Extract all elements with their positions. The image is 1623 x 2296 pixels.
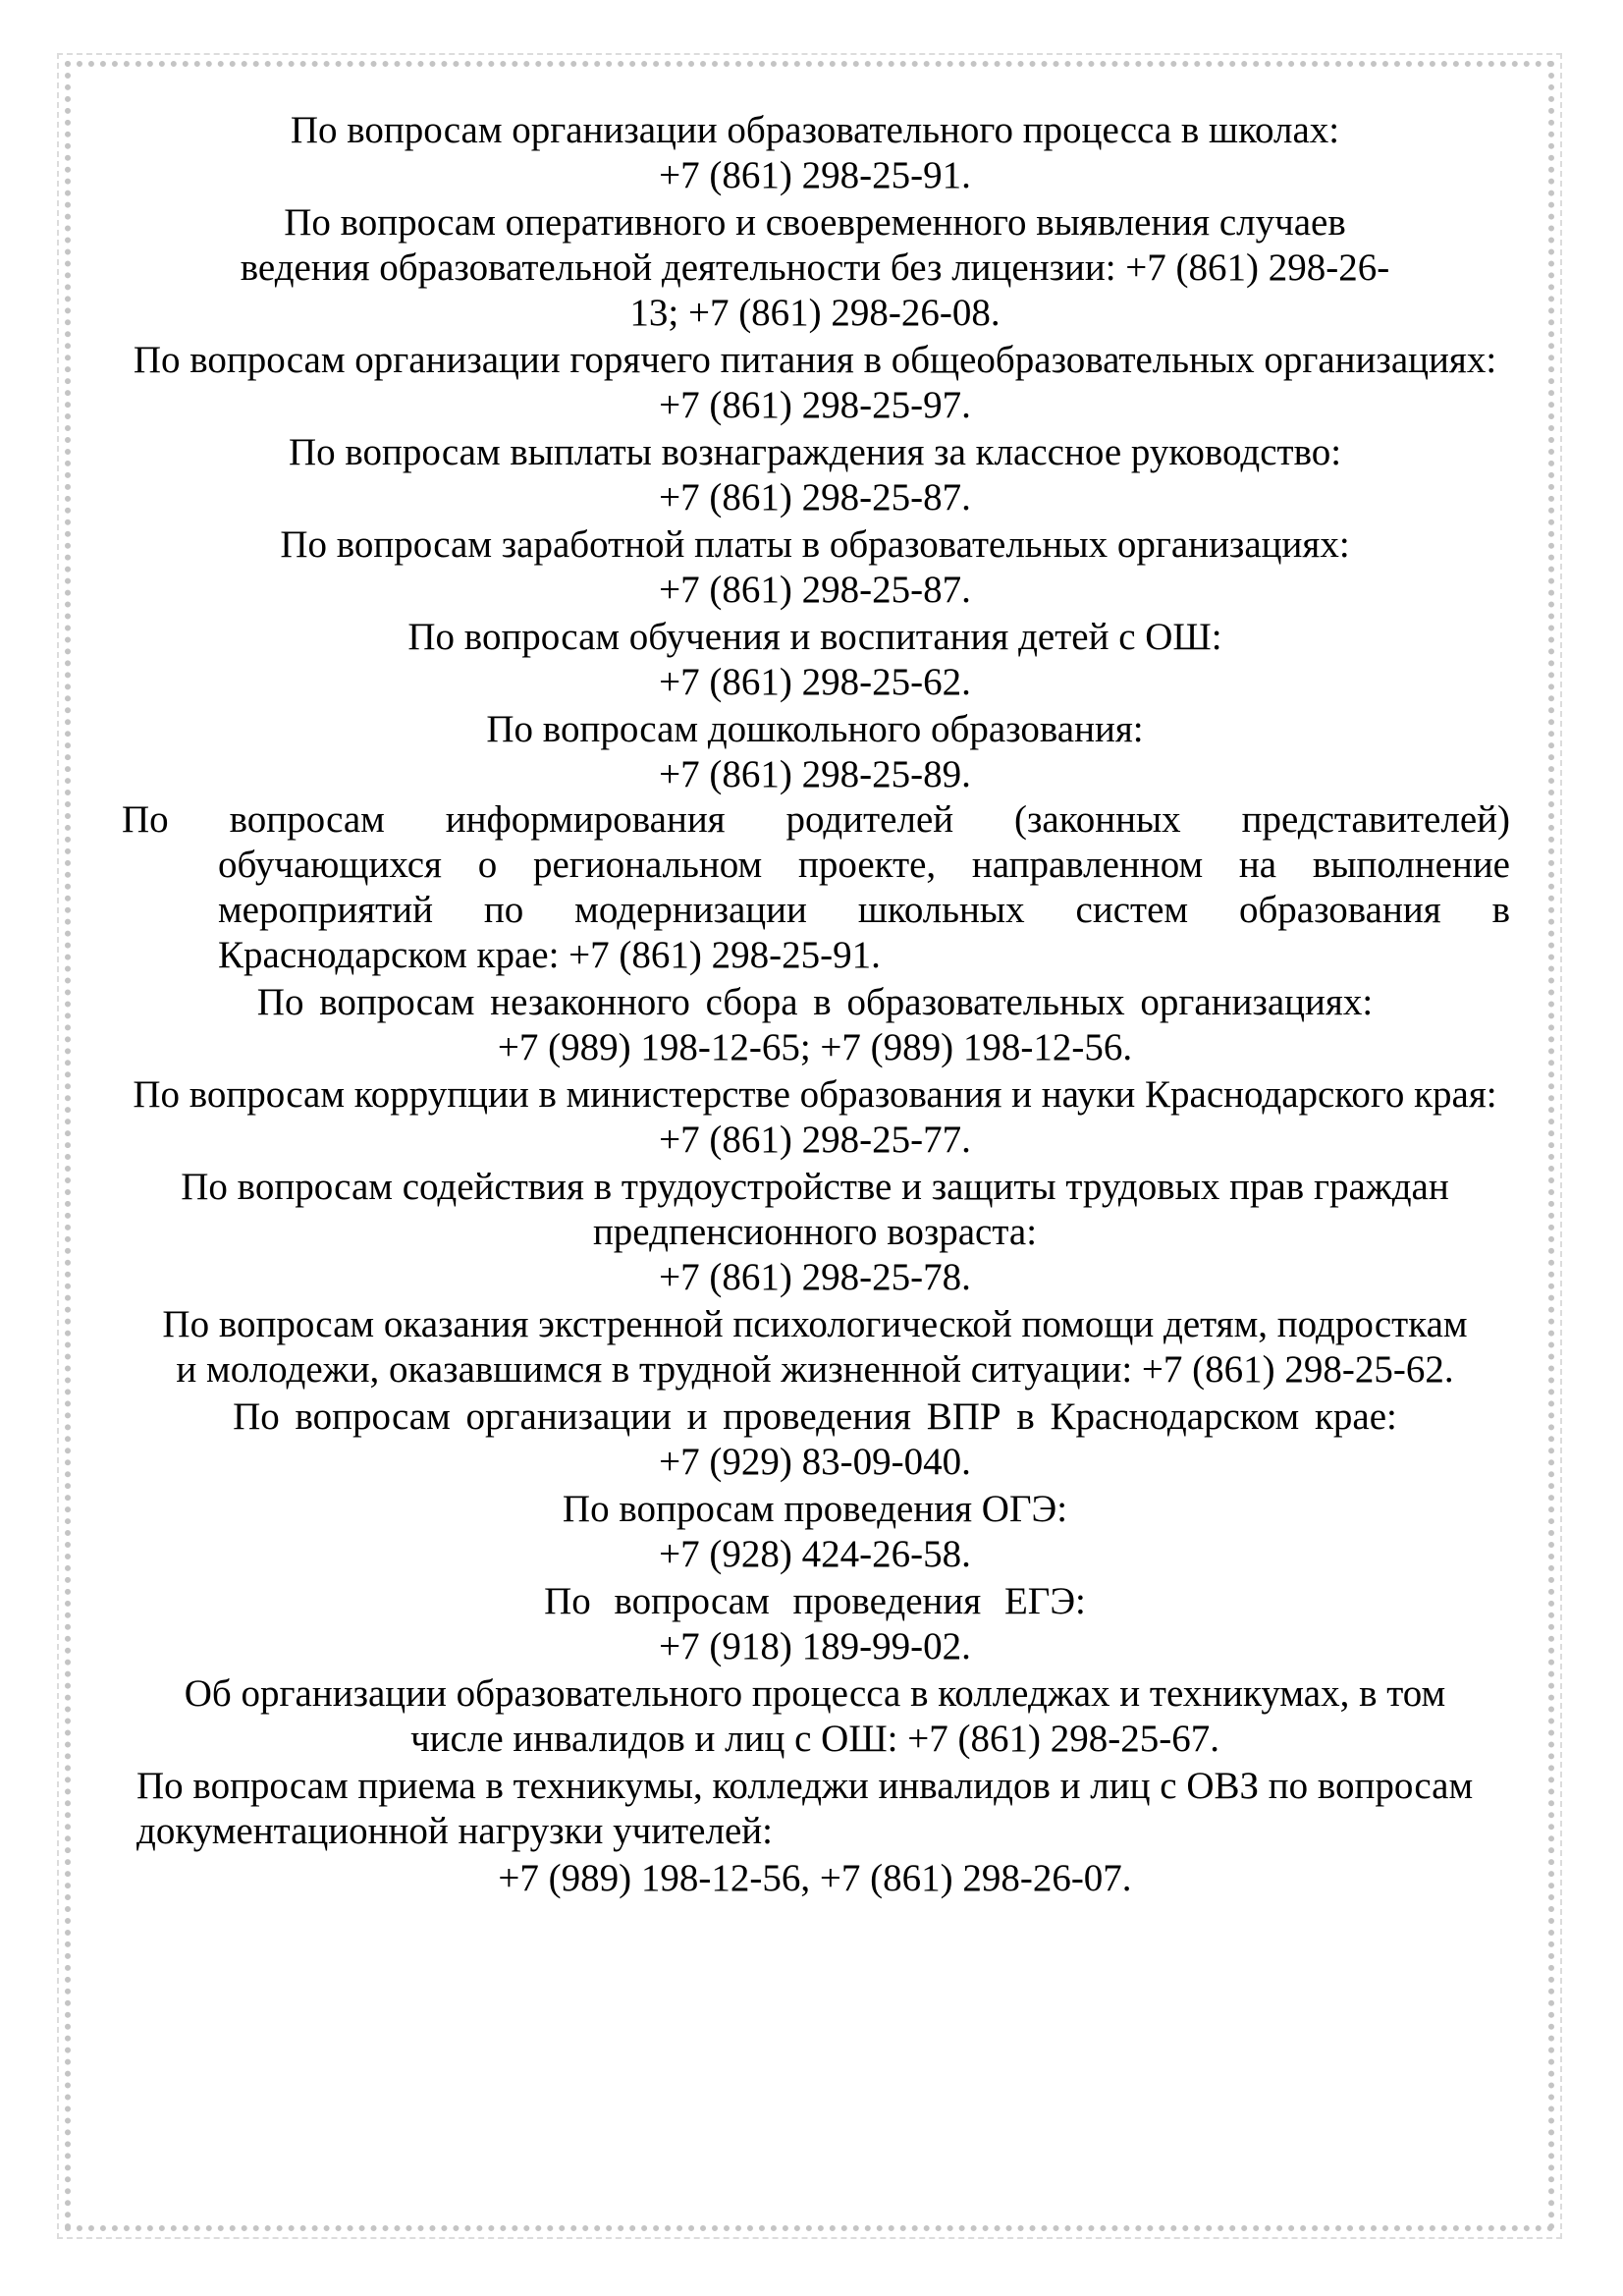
contact-phone-line: +7 (861) 298-25-97.: [659, 384, 971, 426]
contact-phone-line: +7 (928) 424-26-58.: [659, 1533, 971, 1575]
contact-topic-line: По вопросам проведения ОГЭ:: [562, 1488, 1068, 1530]
contact-phone-line: +7 (861) 298-25-91.: [659, 154, 971, 196]
contact-topic-line: По вопросам организации горячего питания в общеобразовательных организациях:: [133, 339, 1497, 381]
contact-topic-line: По вопросам приема в техникумы, колледжи инвалидов и лиц с ОВЗ по вопросам: [136, 1765, 1474, 1807]
contact-phone-line: +7 (861) 298-25-87.: [659, 569, 971, 611]
contact-topic-line: По вопросам заработной платы в образовательных организациях:: [280, 523, 1350, 566]
contact-phone-line: 13; +7 (861) 298-26-08.: [629, 292, 1001, 334]
contact-topic-line: По вопросам оказания экстренной психологической помощи детям, подросткам: [162, 1303, 1468, 1345]
contact-phone-line: +7 (929) 83-09-040.: [659, 1441, 971, 1483]
contact-phone-line: числе инвалидов и лиц с ОШ: +7 (861) 298-25-67.: [410, 1718, 1219, 1760]
contact-topic-line: По вопросам содействия в трудоустройстве и защиты трудовых прав граждан: [181, 1166, 1449, 1208]
contact-topic-line: По вопросам организации образовательного процесса в школах:: [290, 109, 1340, 151]
contact-phone-line: +7 (861) 298-25-87.: [659, 476, 971, 519]
contact-topic-line: обучающихся о региональном проекте, направленном на выполнение: [218, 844, 1510, 886]
contact-topic-line: По вопросам выплаты вознаграждения за классное руководство:: [288, 431, 1342, 473]
contact-topic-line: По вопросам оперативного и своевременного выявления случаев: [284, 201, 1346, 244]
contact-phone-line: +7 (989) 198-12-56, +7 (861) 298-26-07.: [498, 1857, 1132, 1899]
contact-phone-line: +7 (861) 298-25-77.: [659, 1119, 971, 1161]
contact-phone-line: и молодежи, оказавшимся в трудной жизненной ситуации: +7 (861) 298-25-62.: [176, 1348, 1454, 1391]
contact-phone-line: +7 (918) 189-99-02.: [659, 1625, 971, 1667]
contact-topic-line: предпенсионного возраста:: [592, 1211, 1038, 1253]
contact-phone-line: +7 (861) 298-25-62.: [659, 661, 971, 703]
contact-topic-line: ведения образовательной деятельности без лицензии: +7 (861) 298-26-: [240, 246, 1390, 289]
contact-phone-line: +7 (861) 298-25-89.: [659, 753, 971, 795]
contact-topic-line: документационной нагрузки учителей:: [136, 1810, 773, 1852]
contact-phone-line: +7 (989) 198-12-65; +7 (989) 198-12-56.: [497, 1026, 1133, 1068]
contact-topic-line: По вопросам дошкольного образования:: [486, 708, 1144, 750]
contact-phone-line: Краснодарском крае: +7 (861) 298-25-91.: [218, 934, 881, 976]
contact-topic-line: По вопросам обучения и воспитания детей с ОШ:: [407, 616, 1222, 658]
contact-topic-line: мероприятий по модернизации школьных систем образования в: [218, 889, 1510, 931]
contact-topic-line: Об организации образовательного процесса в колледжах и техникумах, в том: [184, 1672, 1446, 1715]
contact-topic-line: По вопросам проведения ЕГЭ:: [544, 1580, 1086, 1622]
contact-topic-line: По вопросам организации и проведения ВПР в Краснодарском крае:: [233, 1395, 1397, 1438]
contact-topic-line: По вопросам информирования родителей (законных представителей): [122, 798, 1510, 841]
contact-topic-line: По вопросам незаконного сбора в образовательных организациях:: [256, 981, 1374, 1023]
contact-phone-line: +7 (861) 298-25-78.: [659, 1256, 971, 1298]
contact-topic-line: По вопросам коррупции в министерстве образования и науки Краснодарского края:: [133, 1073, 1497, 1116]
